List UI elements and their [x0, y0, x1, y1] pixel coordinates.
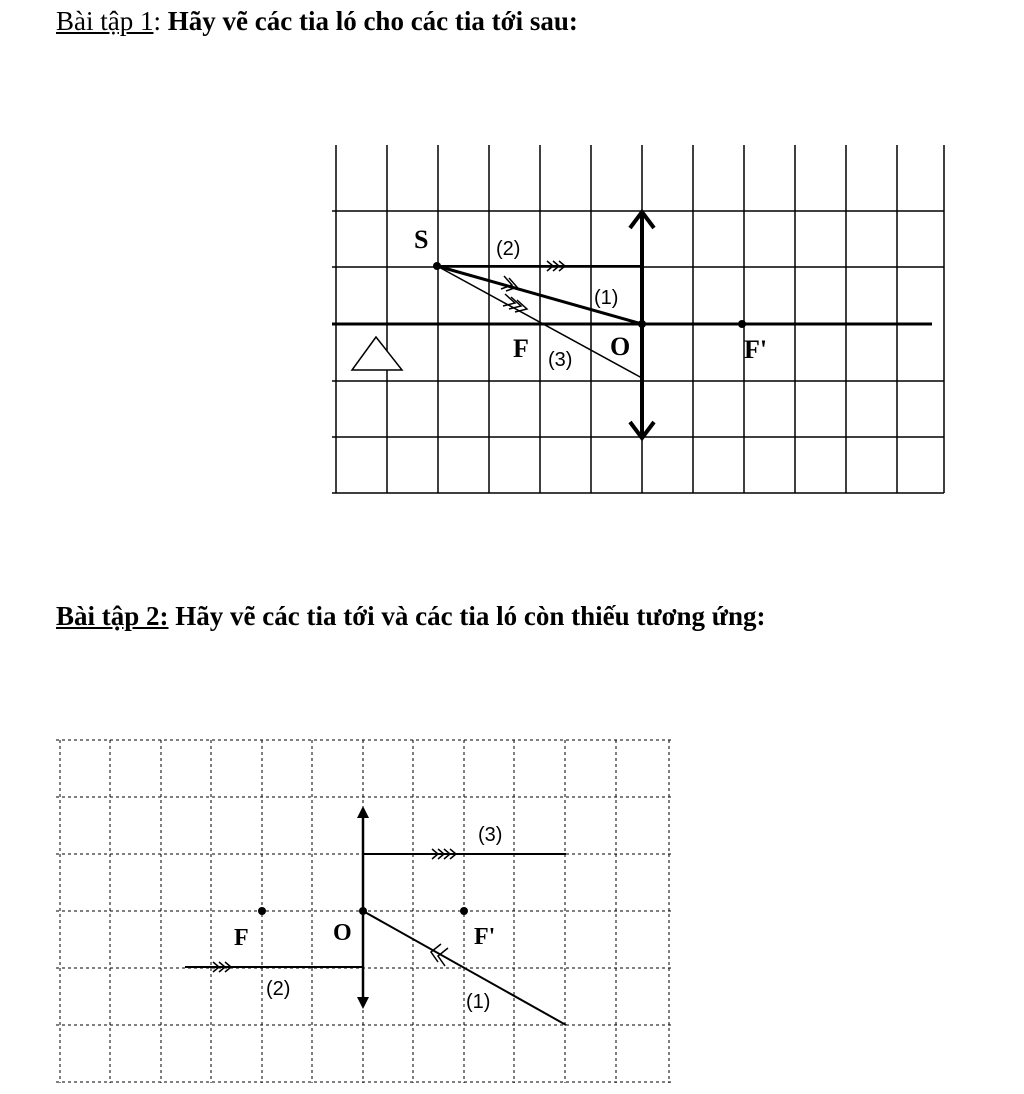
figure-1-label-o: O [610, 332, 631, 361]
eye-triangle-icon [352, 337, 402, 370]
figure-1-label-ray-1: (1) [594, 287, 619, 309]
figure-2-label-ray-3: (3) [478, 824, 503, 846]
exercise-1-instruction: Hãy vẽ các tia ló cho các tia tới sau: [161, 6, 578, 36]
figure-1-grid [332, 145, 944, 493]
figure-2-label-ray-2: (2) [266, 978, 291, 1000]
figure-1-label-s: S [414, 225, 429, 254]
exercise-2-instruction: Hãy vẽ các tia tới và các tia ló còn thiếu tương ứng: [168, 601, 766, 631]
figure-1-label-ray-2: (2) [496, 238, 521, 260]
figure-2-label-f-prime: F' [474, 924, 496, 950]
exercise-1-figure [332, 145, 944, 493]
figure-2-point-f [258, 907, 266, 915]
figure-1-point-f-prime [738, 320, 746, 328]
figure-2-ray-1-arrow-icon [431, 944, 448, 966]
figure-1-label-ray-3: (3) [548, 349, 573, 371]
figure-2-label-o: O [333, 920, 352, 946]
exercise-2-figure [56, 740, 672, 1083]
figure-1-label-f: F [513, 334, 529, 363]
figure-2-label-ray-1: (1) [466, 991, 491, 1013]
figure-1-label-f-prime: F' [744, 335, 768, 364]
figure-2-label-f: F [234, 925, 249, 951]
exercise-1-label: Bài tập 1 [56, 6, 154, 36]
exercise-1-colon: : [153, 6, 161, 36]
figure-2-point-f-prime [460, 907, 468, 915]
exercise-2-label: Bài tập 2: [56, 601, 169, 631]
